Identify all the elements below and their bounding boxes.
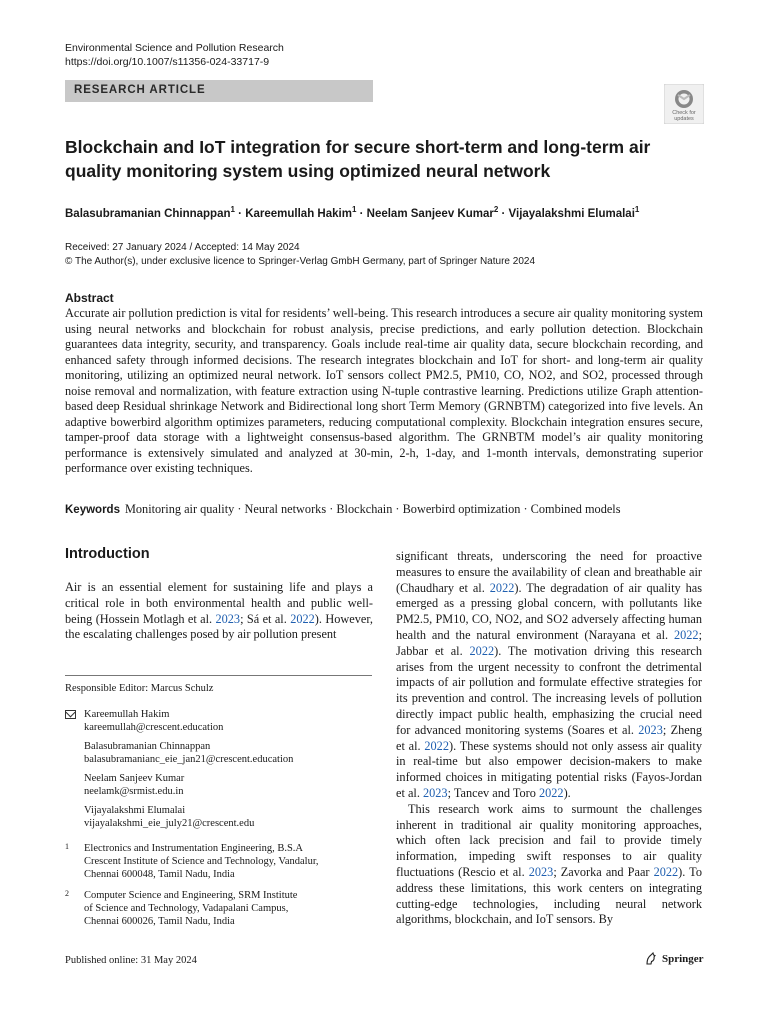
badge-line2: updates [674,116,694,122]
intro-paragraph-1 [396,549,702,802]
received-accepted: Received: 27 January 2024 / Accepted: 14 May 2024 [65,242,300,253]
author-contacts [65,708,375,836]
journal-doi[interactable]: https://doi.org/10.1007/s11356-024-33717-9 [65,56,270,68]
article-type-bar [65,80,373,102]
contact-entry [65,804,375,830]
affiliation-line: Electronics and Instrumentation Engineering, B.S.A [84,843,303,854]
author-affiliation-marker: 1 [230,205,235,214]
affiliation-line: Chennai 600026, Tamil Nadu, India [84,916,235,927]
author-separator: · [356,207,367,220]
affiliation-entry [65,842,375,881]
author-affiliation-marker: 1 [634,205,640,214]
citation-link[interactable]: 2023 [215,611,241,626]
article-type: RESEARCH ARTICLE [74,84,206,96]
body-text: ). The degradation of air quality has emerged as a pressing global concern, with pollutants like PM2.5, PM10, CO, NO2, and SO2 adversely affecting human health and the natural environment (Narayana et al. [396,580,702,642]
badge-line1: Check for [672,110,696,116]
author-affiliation-marker: 1 [351,205,357,214]
abstract-heading: Abstract [65,291,114,305]
contact-name: Balasubramanian Chinnappan [84,741,211,752]
envelope-icon [65,710,76,719]
article-dates [65,241,535,269]
contact-email[interactable]: balasubramanianc_eie_jan21@crescent.education [84,754,294,765]
springer-horse-icon [644,952,658,966]
intro-right-column [396,549,702,928]
affiliation-entry [65,889,375,928]
contact-entry [65,740,375,766]
affiliation-number: 2 [65,889,69,898]
responsible-editor: Responsible Editor: Marcus Schulz [65,683,214,694]
intro-left-column [65,580,373,643]
citation-link[interactable]: 2023 [638,722,663,737]
author-name[interactable]: Kareemullah Hakim [245,207,352,220]
contact-email[interactable]: kareemullah@crescent.education [84,722,224,733]
journal-header [65,41,284,69]
citation-link[interactable]: 2022 [424,738,449,753]
affiliations [65,842,375,936]
affiliation-number: 1 [65,842,69,851]
contact-email[interactable]: vijayalakshmi_eie_july21@crescent.edu [84,818,255,829]
body-text: ). [563,785,571,800]
keywords [65,501,705,518]
author-name[interactable]: Neelam Sanjeev Kumar [366,207,494,220]
body-text: ; Zavorka and Paar [553,864,654,879]
publisher-logo [644,952,704,966]
author-name[interactable]: Vijayalakshmi Elumalai [508,207,635,220]
body-text: Air is an essential element for sustaining life and plays a critical role in both environmental health and public well-being (Hossein Motlagh et al. [65,580,373,626]
citation-link[interactable]: 2023 [422,785,448,800]
citation-link[interactable]: 2022 [673,627,699,642]
body-text: This research work aims to surmount the challenges inherent in traditional air quality monitoring approaches, which often lack precision and fail to provide timely information, impeding swift responses to air quality fluctuations (Rescio et al. [396,801,702,879]
contact-name: Kareemullah Hakim [84,709,170,720]
body-text: ). However, the escalating challenges posed by air pollution present [65,611,373,642]
contact-email[interactable]: neelamk@srmist.edu.in [84,786,184,797]
affiliation-line: Chennai 600048, Tamil Nadu, India [84,869,235,880]
published-date: Published online: 31 May 2024 [65,955,197,966]
author-separator: · [498,207,509,220]
citation-link[interactable]: 2022 [489,580,515,595]
citation-link[interactable]: 2022 [290,611,315,626]
citation-link[interactable]: 2023 [528,864,554,879]
journal-name: Environmental Science and Pollution Research [65,42,284,54]
keywords-text: Monitoring air quality · Neural networks · Blockchain · Bowerbird optimization · Combined models [124,502,621,516]
affiliation-line: Crescent Institute of Science and Technology, Vandalur, [84,856,319,867]
check-for-updates-badge[interactable] [664,84,704,124]
abstract-text: Accurate air pollution prediction is vital for residents’ well-being. This research introduces a secure air quality monitoring system using neural networks and blockchain for robust analysis, precise predictions, and early pollution detection. Blockchain guarantees data integrity, security, and transparency. Goals include real-time air quality data, secure blockchain recording, and enhanced safety through informed decisions. The research integrates blockchain and IoT for short- and long-term air quality monitoring, utilizing an optimized neural network. IoT sensors collect PM2.5, PM10, CO, NO2, and SO2, processed through noise removal and normalization, with feature extraction using N-tuple contrastive learning. Predictions utilize Graph attention-based deep Residual shrinkage Network and Bidirectional long short Term Memory (GRNBTM) categorized into five levels. An adaptive bowerbird algorithm optimizes parameters, reducing computational complexity. Blockchain integration ensures secure, tamper-proof data storage with a lightweight consensus-based algorithm. The GRNBTM model’s air quality monitoring performance is extensively simulated and analyzed at 30-min, 2-h, 1-day, and 1-month intervals, demonstrating superior performance over existing techniques. [65,306,703,475]
publisher-name: Springer [662,953,704,965]
body-text: ). The motivation driving this research arises from the urgent necessity to confront the detrimental impacts of air pollution and formulate effective strategies for its prevention and control. The increasing levels of pollution directly impact public health, emphasizing the crucial need for advanced monitoring systems (Soares et al. [396,643,703,737]
copyright-line: © The Author(s), under exclusive licence to Springer-Verlag GmbH Germany, part of Springer Nature 2024 [65,256,535,267]
body-text: significant threats, underscoring the need for proactive measures to ensure the availability of clean and breathable air (Chaudhary et al. [396,549,702,595]
body-text: ; Jabbar et al. [396,627,702,658]
body-text: ; Tancev and Toro [447,785,539,800]
intro-paragraph-2 [396,802,702,928]
introduction-heading: Introduction [65,546,150,562]
contact-entry [65,708,375,734]
author-separator: · [234,207,246,220]
contact-name: Vijayalakshmi Elumalai [84,805,186,816]
contact-entry [65,772,375,798]
body-text: ; Sá et al. [240,611,291,626]
body-text: ). To address these limitations, this work centers on integrating cutting-edge technologies, including neural network algorithms, blockchain, and IoT sensors. By [396,864,702,927]
citation-link[interactable]: 2022 [469,643,495,658]
footnote-divider [65,675,372,676]
body-text: ). These systems should not only assess air quality in real-time but also empower decision-makers to make informed choices in mitigating potential risks (Fayos-Jordan et al. [396,738,702,800]
citation-link[interactable]: 2022 [538,785,564,800]
author-affiliation-marker: 2 [493,205,499,214]
citation-link[interactable]: 2022 [653,864,679,879]
affiliation-line: Computer Science and Engineering, SRM Institute [84,890,298,901]
author-name[interactable]: Balasubramanian Chinnappan [65,207,231,220]
check-for-updates-icon [664,84,704,124]
author-list [65,202,705,222]
paper-title: Blockchain and IoT integration for secure short-term and long-term air quality monitoring system using optimized neural network [65,137,651,181]
affiliation-line: of Science and Technology, Vadapalani Campus, [84,903,289,914]
body-text: ; Zheng et al. [396,722,702,753]
contact-name: Neelam Sanjeev Kumar [84,773,185,784]
keywords-label: Keywords [65,504,120,516]
